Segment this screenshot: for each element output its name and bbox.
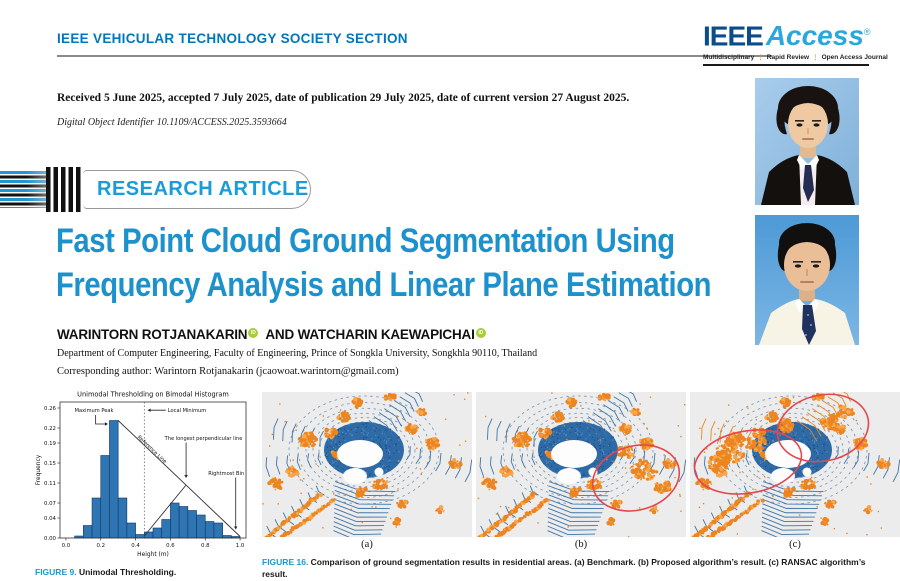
tagline-part-3: Open Access Journal	[821, 54, 888, 62]
panel-label-c: (c)	[789, 539, 801, 550]
tagline-separator-icon: ⋮	[757, 54, 764, 62]
svg-text:0.4: 0.4	[131, 543, 140, 549]
svg-text:0.19: 0.19	[43, 441, 56, 447]
orcid-icon: iD	[476, 328, 486, 338]
histogram-chart	[33, 388, 259, 560]
article-title-line2: Frequency Analysis and Linear Plane Estimation	[56, 266, 712, 304]
pointcloud-panel-c	[690, 392, 900, 550]
svg-text:0.26: 0.26	[43, 406, 56, 412]
pointcloud-panel-a	[262, 392, 472, 550]
svg-text:0.11: 0.11	[43, 481, 56, 487]
article-title	[56, 219, 753, 307]
journal-tagline	[703, 53, 888, 62]
svg-text:1.0: 1.0	[235, 543, 245, 549]
svg-text:Rightmost Bin: Rightmost Bin	[208, 471, 245, 477]
figure-16-panels	[262, 392, 900, 550]
svg-text:0.07: 0.07	[43, 501, 56, 507]
svg-text:0.15: 0.15	[43, 461, 56, 467]
svg-text:Local Minimum: Local Minimum	[167, 408, 207, 414]
badge-stripes-decoration	[0, 171, 48, 208]
svg-text:Unimodal Thresholding on Bimod: Unimodal Thresholding on Bimodal Histogram	[77, 390, 229, 399]
affiliation-line: Department of Computer Engineering, Faculty of Engineering, Prince of Songkla University, Songkhla 90110, Thailand	[57, 348, 538, 359]
badge-pill	[83, 170, 311, 209]
author-2-name: WATCHARIN KAEWAPICHAI	[297, 327, 475, 342]
author-photo-2	[755, 215, 859, 345]
figure-9-label: FIGURE 9.	[35, 567, 77, 577]
author-line	[57, 327, 493, 342]
pointcloud-image-ransac	[690, 392, 900, 537]
figure-16-caption-text: Comparison of ground segmentation results in residential areas. (a) Benchmark. (b) Proposed algorithm’s result. (c) RANSAC algorithm’s result.	[262, 557, 866, 579]
svg-text:The longest perpendicular line: The longest perpendicular line	[164, 436, 243, 442]
panel-label-a: (a)	[361, 539, 373, 550]
research-article-badge	[0, 167, 315, 212]
registered-mark: ®	[863, 27, 871, 37]
ieee-access-wordmark	[703, 16, 869, 52]
author-1-name: WARINTORN ROTJANAKARIN	[57, 327, 248, 342]
ieee-wordmark: IEEE	[703, 20, 763, 52]
tagline-part-1: Multidisciplinary	[703, 54, 755, 62]
svg-text:0.04: 0.04	[43, 516, 56, 522]
society-section-title: IEEE VEHICULAR TECHNOLOGY SOCIETY SECTION	[57, 31, 408, 46]
figure-9-caption-text: Unimodal Thresholding.	[78, 567, 177, 577]
svg-text:Height (m): Height (m)	[137, 552, 169, 558]
svg-text:0.0: 0.0	[61, 543, 71, 549]
access-wordmark: Access	[765, 20, 864, 52]
corresponding-author-line: Corresponding author: Warintorn Rotjanakarin (jcaowoat.warintorn@gmail.com)	[57, 366, 399, 377]
author-portrait-illustration	[755, 215, 859, 345]
pointcloud-image-proposed	[476, 392, 686, 537]
panel-label-b: (b)	[574, 539, 588, 550]
ieee-access-logo	[703, 16, 888, 66]
svg-text:0.00: 0.00	[43, 536, 56, 542]
svg-text:0.6: 0.6	[166, 543, 175, 549]
svg-text:0.2: 0.2	[96, 543, 106, 549]
figure-16-caption	[262, 557, 880, 581]
badge-barcode-decoration	[46, 167, 83, 212]
svg-text:0.22: 0.22	[43, 426, 56, 432]
figure-9-caption	[35, 567, 259, 577]
doi-line: Digital Object Identifier 10.1109/ACCESS.2025.3593664	[57, 117, 287, 128]
author-portrait-illustration	[755, 78, 859, 205]
svg-text:Maximum Peak: Maximum Peak	[74, 408, 114, 414]
author-photo-1	[755, 78, 859, 205]
article-title-line1: Fast Point Cloud Ground Segmentation Using	[56, 222, 675, 260]
author-conjunction: AND	[265, 327, 295, 342]
orcid-icon: iD	[248, 328, 258, 338]
tagline-separator-icon: ⋮	[812, 54, 819, 62]
svg-text:Frequency: Frequency	[36, 454, 42, 486]
tagline-part-2: Rapid Review	[766, 54, 810, 62]
logo-divider	[703, 64, 869, 66]
svg-text:0.8: 0.8	[200, 543, 210, 549]
figure-16-label: FIGURE 16.	[262, 557, 309, 567]
svg-text:Reference Line: Reference Line	[135, 434, 168, 466]
figure-9	[33, 388, 259, 577]
badge-label: RESEARCH ARTICLE	[97, 178, 309, 200]
received-dates-line: Received 5 June 2025, accepted 7 July 2025, date of publication 29 July 2025, date of current version 27 August 2025.	[57, 92, 630, 104]
figure-16	[262, 392, 900, 581]
header-divider	[57, 55, 772, 57]
pointcloud-panel-b	[476, 392, 686, 550]
pointcloud-image-benchmark	[262, 392, 472, 537]
